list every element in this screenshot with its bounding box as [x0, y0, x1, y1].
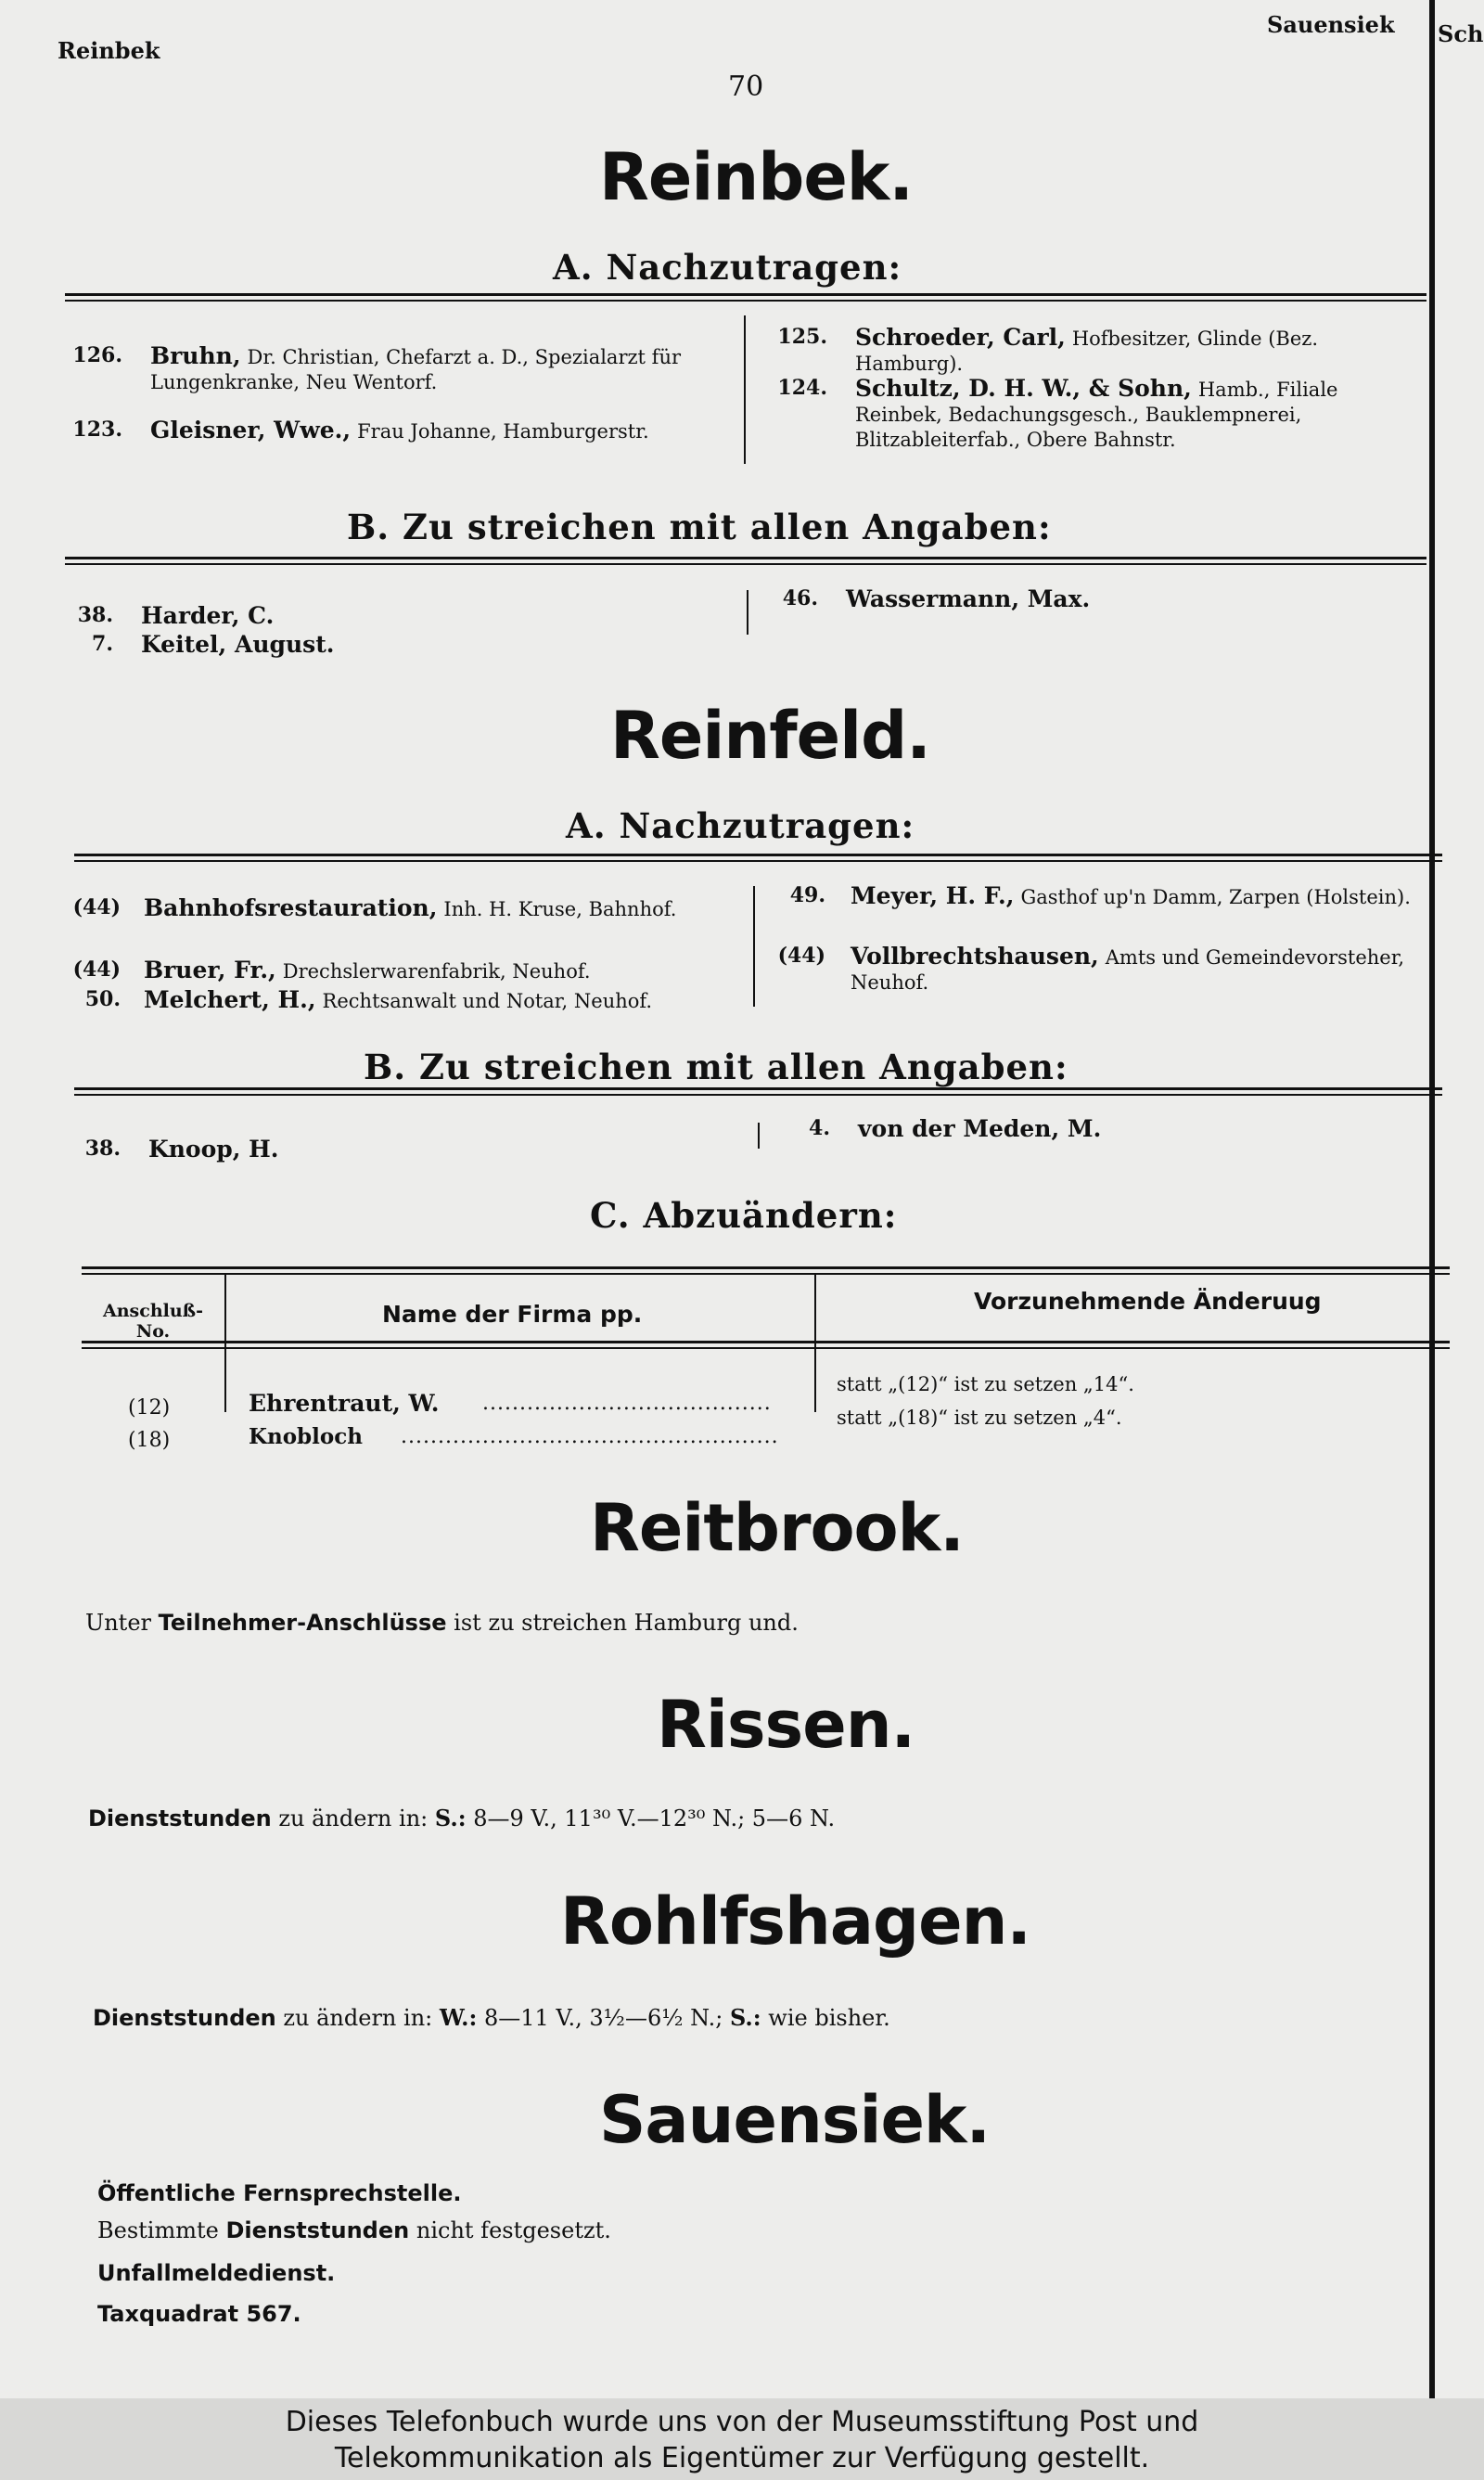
table-top-rule: [82, 1266, 1450, 1275]
section-title-reinbek: Reinbek.: [599, 139, 913, 215]
running-header-left: Reinbek: [58, 37, 160, 64]
rule: [65, 293, 1426, 302]
attribution-line-2: Telekommunikation als Eigentümer zur Verfügung gestellt.: [334, 2442, 1150, 2474]
entry-vollbrechtshausen: (44) Vollbrechtshausen, Amts und Gemeindevorsteher, Neuhof.: [777, 943, 1405, 994]
column-divider: [758, 1123, 760, 1149]
sauensiek-line-1: Öffentliche Fernsprechstelle.: [97, 2180, 462, 2206]
sauensiek-line-3: Unfallmeldedienst.: [97, 2260, 336, 2286]
entry-wassermann: 46. Wassermann, Max.: [782, 585, 1091, 612]
sauensiek-line-4: Taxquadrat 567.: [97, 2301, 301, 2327]
entry-bruhn: 126. Bruhn, Dr. Christian, Chefarzt a. D., Spezialarzt für Lungenkranke, Neu Wentorf.: [72, 342, 682, 393]
rule: [74, 1087, 1442, 1096]
reitbrook-note: Unter Teilnehmer-Anschlüsse ist zu streichen Hamburg und.: [85, 1610, 799, 1636]
entry-harder: 38. Harder, C.: [77, 602, 275, 629]
table-col-divider: [814, 1273, 816, 1412]
table-header-rule: [82, 1341, 1450, 1349]
entry-melchert: 50. Melchert, H., Rechtsanwalt und Notar, Neuhof.: [84, 986, 653, 1013]
entry-bahnhofsrestauration: (44) Bahnhofsrestauration, Inh. H. Kruse, Bahnhof.: [72, 894, 677, 921]
section-title-sauensiek: Sauensiek.: [599, 2082, 991, 2158]
leader-dots: ...................................................: [401, 1425, 779, 1448]
sauensiek-line-2: Bestimmte Dienststunden nicht festgesetzt.: [97, 2217, 611, 2243]
rule: [65, 557, 1426, 565]
page-edge-rule: [1429, 0, 1435, 2398]
table-cell-name: Knobloch: [249, 1424, 363, 1449]
page-number: 70: [728, 71, 764, 103]
reinfeld-delete-heading: B. Zu streichen mit allen Angaben:: [364, 1047, 1068, 1087]
table-header-change: Vorzunehmende Änderuug: [974, 1288, 1322, 1315]
column-divider: [747, 590, 748, 635]
entry-knoop: 38. Knoop, H.: [84, 1136, 279, 1163]
table-cell-change: statt „(18)“ ist zu setzen „4“.: [837, 1407, 1122, 1429]
entry-gleisner: 123. Gleisner, Wwe., Frau Johanne, Hamburgerstr.: [72, 417, 649, 443]
entry-schroeder: 125. Schroeder, Carl, Hofbesitzer, Glinde (Bez. Hamburg).: [777, 324, 1319, 375]
reinfeld-change-heading: C. Abzuändern:: [590, 1195, 898, 1236]
entry-schultz: 124. Schultz, D. H. W., & Sohn, Hamb., Filiale Reinbek, Bedachungsgesch., Bauklempnerei, Blitzableiterfab., Obere Bahnstr.: [777, 375, 1338, 451]
section-title-rissen: Rissen.: [657, 1687, 915, 1763]
entry-bruer: (44) Bruer, Fr., Drechslerwarenfabrik, Neuhof.: [72, 957, 591, 983]
entry-von-der-meden: 4. von der Meden, M.: [809, 1115, 1102, 1142]
attribution-footer: [0, 2398, 1484, 2480]
table-cell-no: (18): [128, 1429, 171, 1452]
table-cell-name: Ehrentraut, W.: [249, 1390, 440, 1417]
running-header-right: Sauensiek: [1267, 11, 1395, 38]
section-title-reitbrook: Reitbrook.: [590, 1490, 964, 1566]
section-title-rohlfshagen: Rohlfshagen.: [560, 1883, 1031, 1960]
reinbek-add-heading: A. Nachzutragen:: [553, 247, 902, 288]
reinfeld-add-heading: A. Nachzutragen:: [566, 805, 915, 846]
table-col-divider: [224, 1273, 226, 1412]
table-cell-change: statt „(12)“ ist zu setzen „14“.: [837, 1373, 1134, 1395]
running-header-right-cut: Sch: [1438, 20, 1484, 47]
table-cell-no: (12): [128, 1396, 171, 1420]
attribution-line-1: Dieses Telefonbuch wurde uns von der Museumsstiftung Post und: [285, 2406, 1199, 2438]
reinbek-delete-heading: B. Zu streichen mit allen Angaben:: [347, 507, 1052, 547]
leader-dots: .......................................: [482, 1392, 772, 1415]
rohlfshagen-hours: Dienststunden zu ändern in: W.: 8—11 V., 3½—6½ N.; S.: wie bisher.: [93, 2004, 890, 2031]
rissen-hours: Dienststunden zu ändern in: S.: 8—9 V., 11³⁰ V.—12³⁰ N.; 5—6 N.: [88, 1805, 836, 1831]
section-title-reinfeld: Reinfeld.: [610, 698, 930, 774]
table-header-anschluss: Anschluß- No.: [103, 1301, 203, 1342]
entry-keitel: 7. Keitel, August.: [92, 631, 335, 658]
entry-meyer: 49. Meyer, H. F., Gasthof up'n Damm, Zarpen (Holstein).: [789, 882, 1411, 909]
table-header-name: Name der Firma pp.: [382, 1301, 643, 1328]
rule: [74, 854, 1442, 862]
